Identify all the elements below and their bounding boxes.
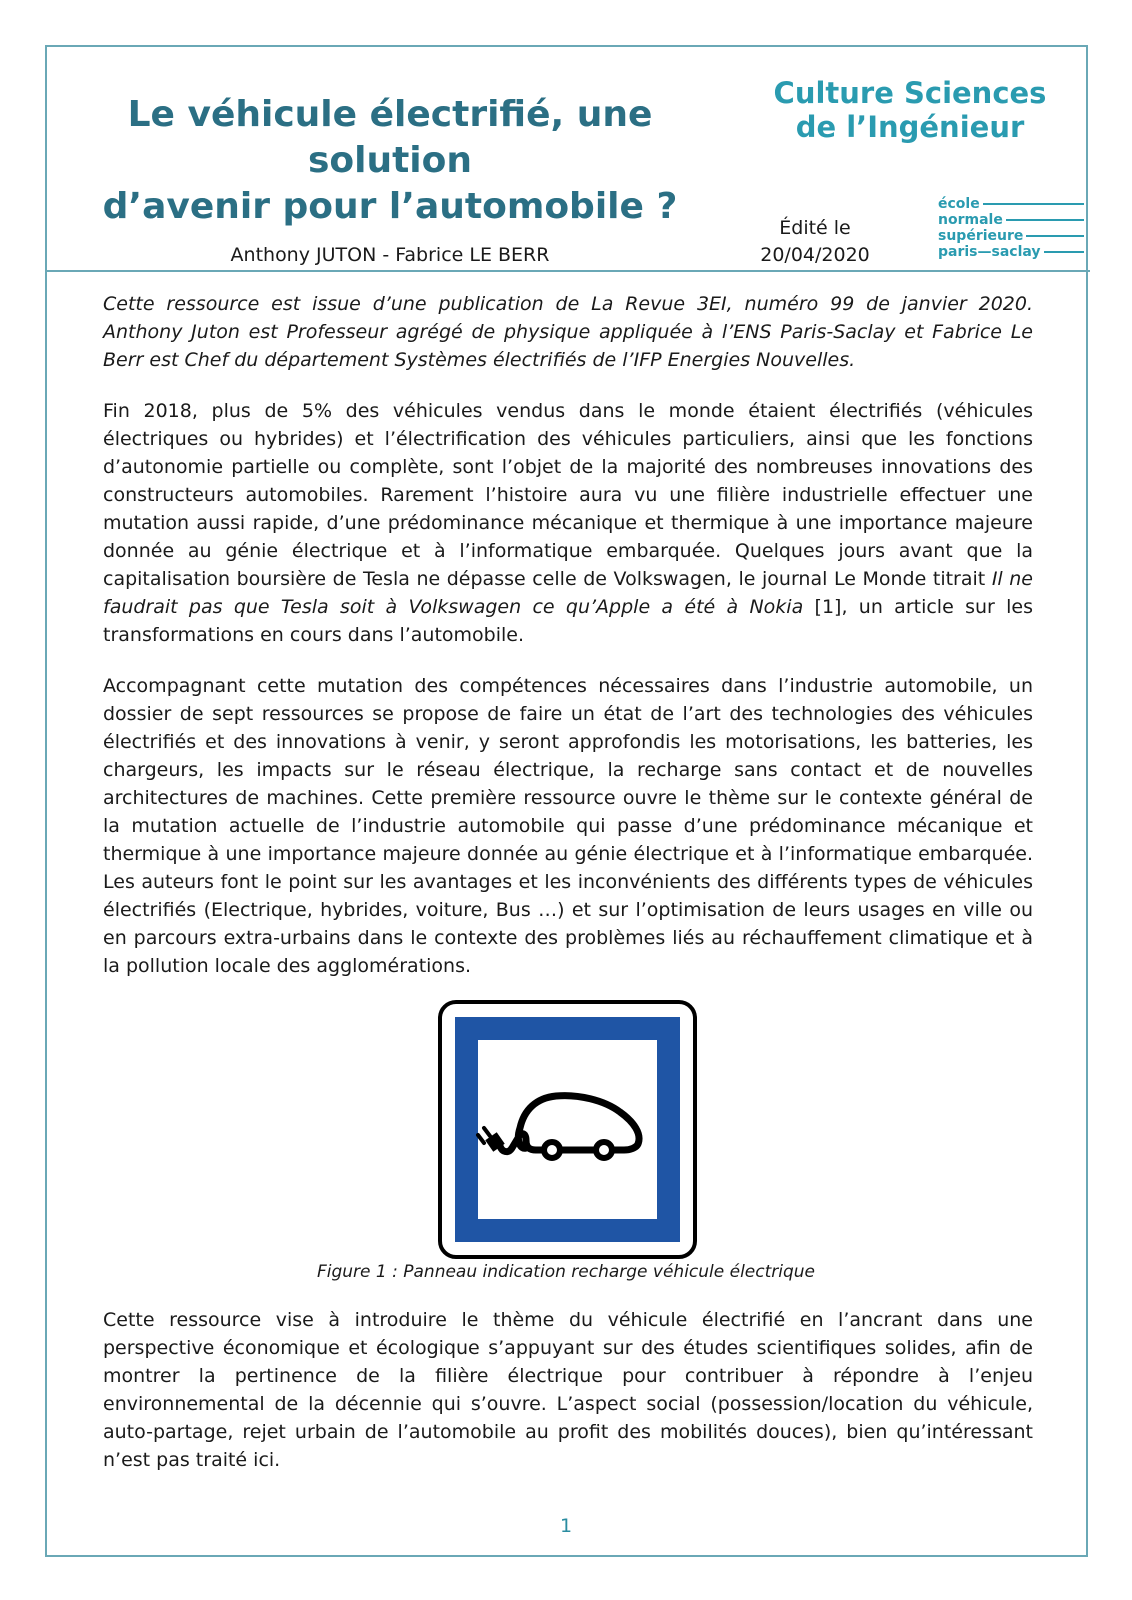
article-body xyxy=(103,290,1033,1003)
figure-caption: Figure 1 : Panneau indication recharge véhicule électrique xyxy=(316,1262,816,1282)
paragraph-3: Cette ressource vise à introduire le thème du véhicule électrifié en l’ancrant dans une perspective économique et écologique s’appuyant sur des études scientifiques solides, afin de montrer la pertinence de la filière électrique pour contribuer à répondre à l’enjeu environnemental de la décennie qui s’ouvre. L’aspect social (possession/location du véhicule, auto-partage, rejet urbain de l’automobile au profit des mobilités douces), bien qu’intéressant n’est pas traité ici. xyxy=(103,1309,1033,1471)
ens-logo-line: école xyxy=(938,196,1084,212)
ens-logo xyxy=(938,196,1084,260)
title-line-1: Le véhicule électrifié, une solution xyxy=(127,94,653,181)
brand-logo xyxy=(770,76,1050,144)
ev-charging-sign-icon xyxy=(438,1000,697,1259)
edited-date: 20/04/2020 xyxy=(760,244,870,266)
edition-info xyxy=(745,215,885,269)
title-line-2: d’avenir pour l’automobile ? xyxy=(102,186,678,227)
authors: Anthony JUTON - Fabrice LE BERR xyxy=(230,244,550,266)
quoted-title: Il ne faudrait pas que Tesla soit à Volkswagen ce qu’Apple a été à Nokia xyxy=(103,568,1034,618)
intro-paragraph: Cette ressource est issue d’une publication de La Revue 3EI, numéro 99 de janvier 2020. Anthony Juton est Professeur agrégé de physique appliquée à l’ENS Paris-Saclay et Fabrice Le Berr est Chef du département Systèmes électrifiés de l’IFP Energies Nouvelles. xyxy=(103,293,1033,371)
paragraph-1: Fin 2018, plus de 5% des véhicules vendus dans le monde étaient électrifiés (véhicules électriques ou hybrides) et l’électrification des véhicules particuliers, ainsi que les fonctions d’autonomie partielle ou complète, sont l’objet de la majorité des nombreuses innovations des constructeurs automobiles. Rarement l’histoire aura vu une filière industrielle effectuer une mutation aussi rapide, d’une prédominance mécanique et thermique à une importance majeure donnée au génie électrique et à l’informatique embarquée. Quelques jours avant que la capitalisation boursière de Tesla ne dépasse celle de Volkswagen, le journal Le Monde titrait Il ne faudrait pas que Tesla soit à Volkswagen ce qu’Apple a été à Nokia [1], un article sur les transformations en cours dans l’automobile. xyxy=(103,400,1034,646)
ens-logo-line: normale xyxy=(938,212,1084,228)
brand-line-1: Culture Sciences xyxy=(773,76,1047,110)
paragraph-2: Accompagnant cette mutation des compétences nécessaires dans l’industrie automobile, un dossier de sept ressources se propose de faire un état de l’art des technologies des véhicules électrifiés et des innovations à venir, y seront approfondis les motorisations, les batteries, les chargeurs, les impacts sur le réseau électrique, la recharge sans contact et de nouvelles architectures de machines. Cette première ressource ouvre le thème sur le contexte général de la mutation actuelle de l’industrie automobile qui passe d’une prédominance mécanique et thermique à une importance majeure donnée au génie électrique et à l’informatique embarquée. Les auteurs font le point sur les avantages et les inconvénients des différents types de véhicules électrifiés (Electrique, hybrides, voiture, Bus …) et sur l’optimisation de leurs usages en ville ou en parcours extra-urbains dans le contexte des problèmes liés au réchauffement climatique et à la pollution locale des agglomérations. xyxy=(103,675,1033,977)
ens-logo-line: supérieure xyxy=(938,228,1084,244)
ens-logo-line: paris—saclay xyxy=(938,244,1084,260)
page-title xyxy=(60,92,720,230)
header-divider xyxy=(45,270,1090,272)
edited-label: Édité le xyxy=(779,217,851,239)
brand-line-2: de l’Ingénieur xyxy=(795,110,1025,144)
page-number: 1 xyxy=(559,1515,573,1537)
